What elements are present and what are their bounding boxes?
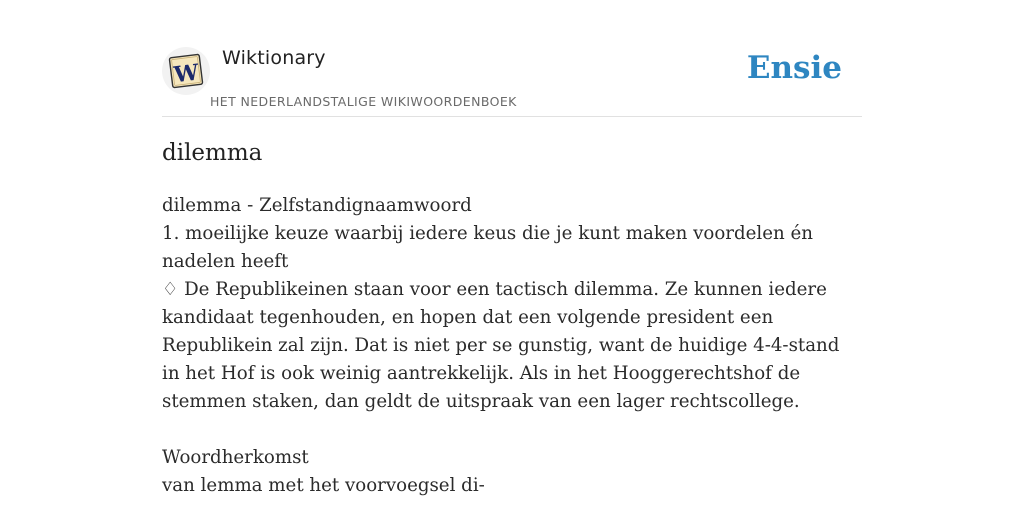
entry-body — [162, 192, 862, 500]
wiktionary-logo[interactable] — [162, 47, 210, 95]
ensie-brand-link[interactable]: Ensie — [746, 50, 842, 86]
wiktionary-logo-icon — [162, 47, 210, 95]
definition: 1. moeilijke keuze waarbij iedere keus die je kunt maken voordelen én nadelen heeft — [162, 223, 813, 272]
spacer — [162, 416, 862, 444]
logo-letter: W — [172, 59, 201, 89]
etymology-text: van lemma met het voorvoegsel di- — [162, 475, 485, 496]
site-header — [162, 44, 862, 117]
part-of-speech-line: dilemma - Zelfstandignaamwoord — [162, 195, 472, 216]
site-name[interactable]: Wiktionary — [222, 47, 326, 69]
example-sentence: ♢ De Republikeinen staan voor een tactisch dilemma. Ze kunnen iedere kandidaat tegenhouden, en hopen dat een volgende president een Republikein zal zijn. Dat is niet per se gunstig, want de huidige 4-4-stand in het Hof is ook weinig aantrekkelijk. Als in het Hooggerechtshof de stemmen staken, dan geldt de uitspraak van een lager rechtscollege. — [162, 279, 840, 412]
site-tagline: HET NEDERLANDSTALIGE WIKIWOORDENBOEK — [210, 94, 517, 109]
page-title: dilemma — [162, 140, 263, 166]
etymology-heading: Woordherkomst — [162, 447, 309, 468]
